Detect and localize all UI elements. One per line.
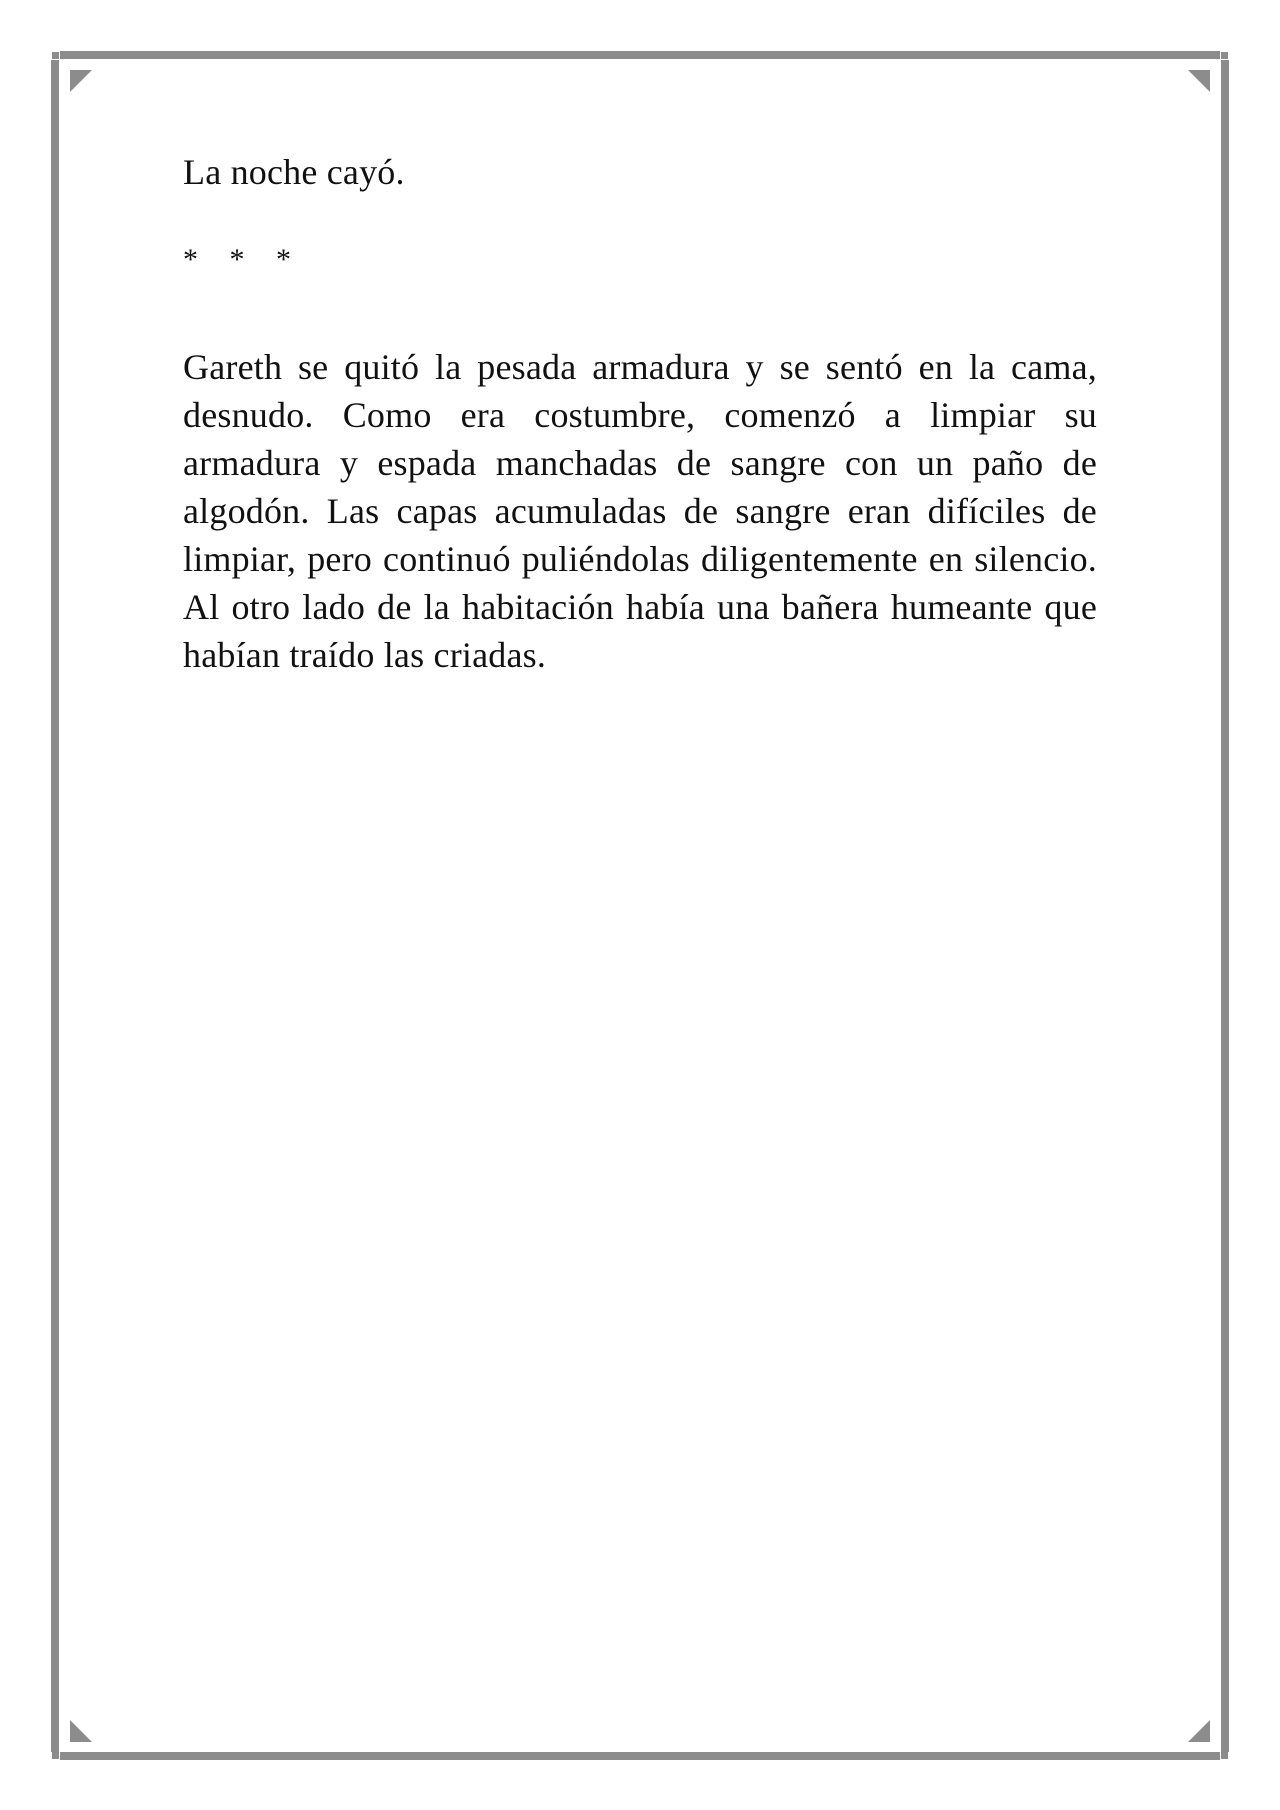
scene-separator: * * * [183,243,303,276]
page-content [183,148,1097,196]
border-top [60,51,1220,59]
body-paragraph: Gareth se quitó la pesada armadura y se sentó en la cama, desnudo. Como era costumbre, comenzó a limpiar su armadura y espada manchadas de sangre con un paño de algodón. Las capas acumuladas de sangre eran difíciles de limpiar, pero continuó puliéndolas diligentemente en silencio. Al otro lado de la habitación había una bañera humeante que habían traído las criadas. [183,347,1097,675]
border-bottom [60,1752,1220,1760]
border-right [1221,60,1229,1752]
border-left [51,60,59,1752]
border-lines [51,51,1229,1760]
triangle-corner-icon [70,70,1210,1742]
square-knot-icon [52,52,1228,1760]
opening-line: La noche cayó. [183,152,405,192]
